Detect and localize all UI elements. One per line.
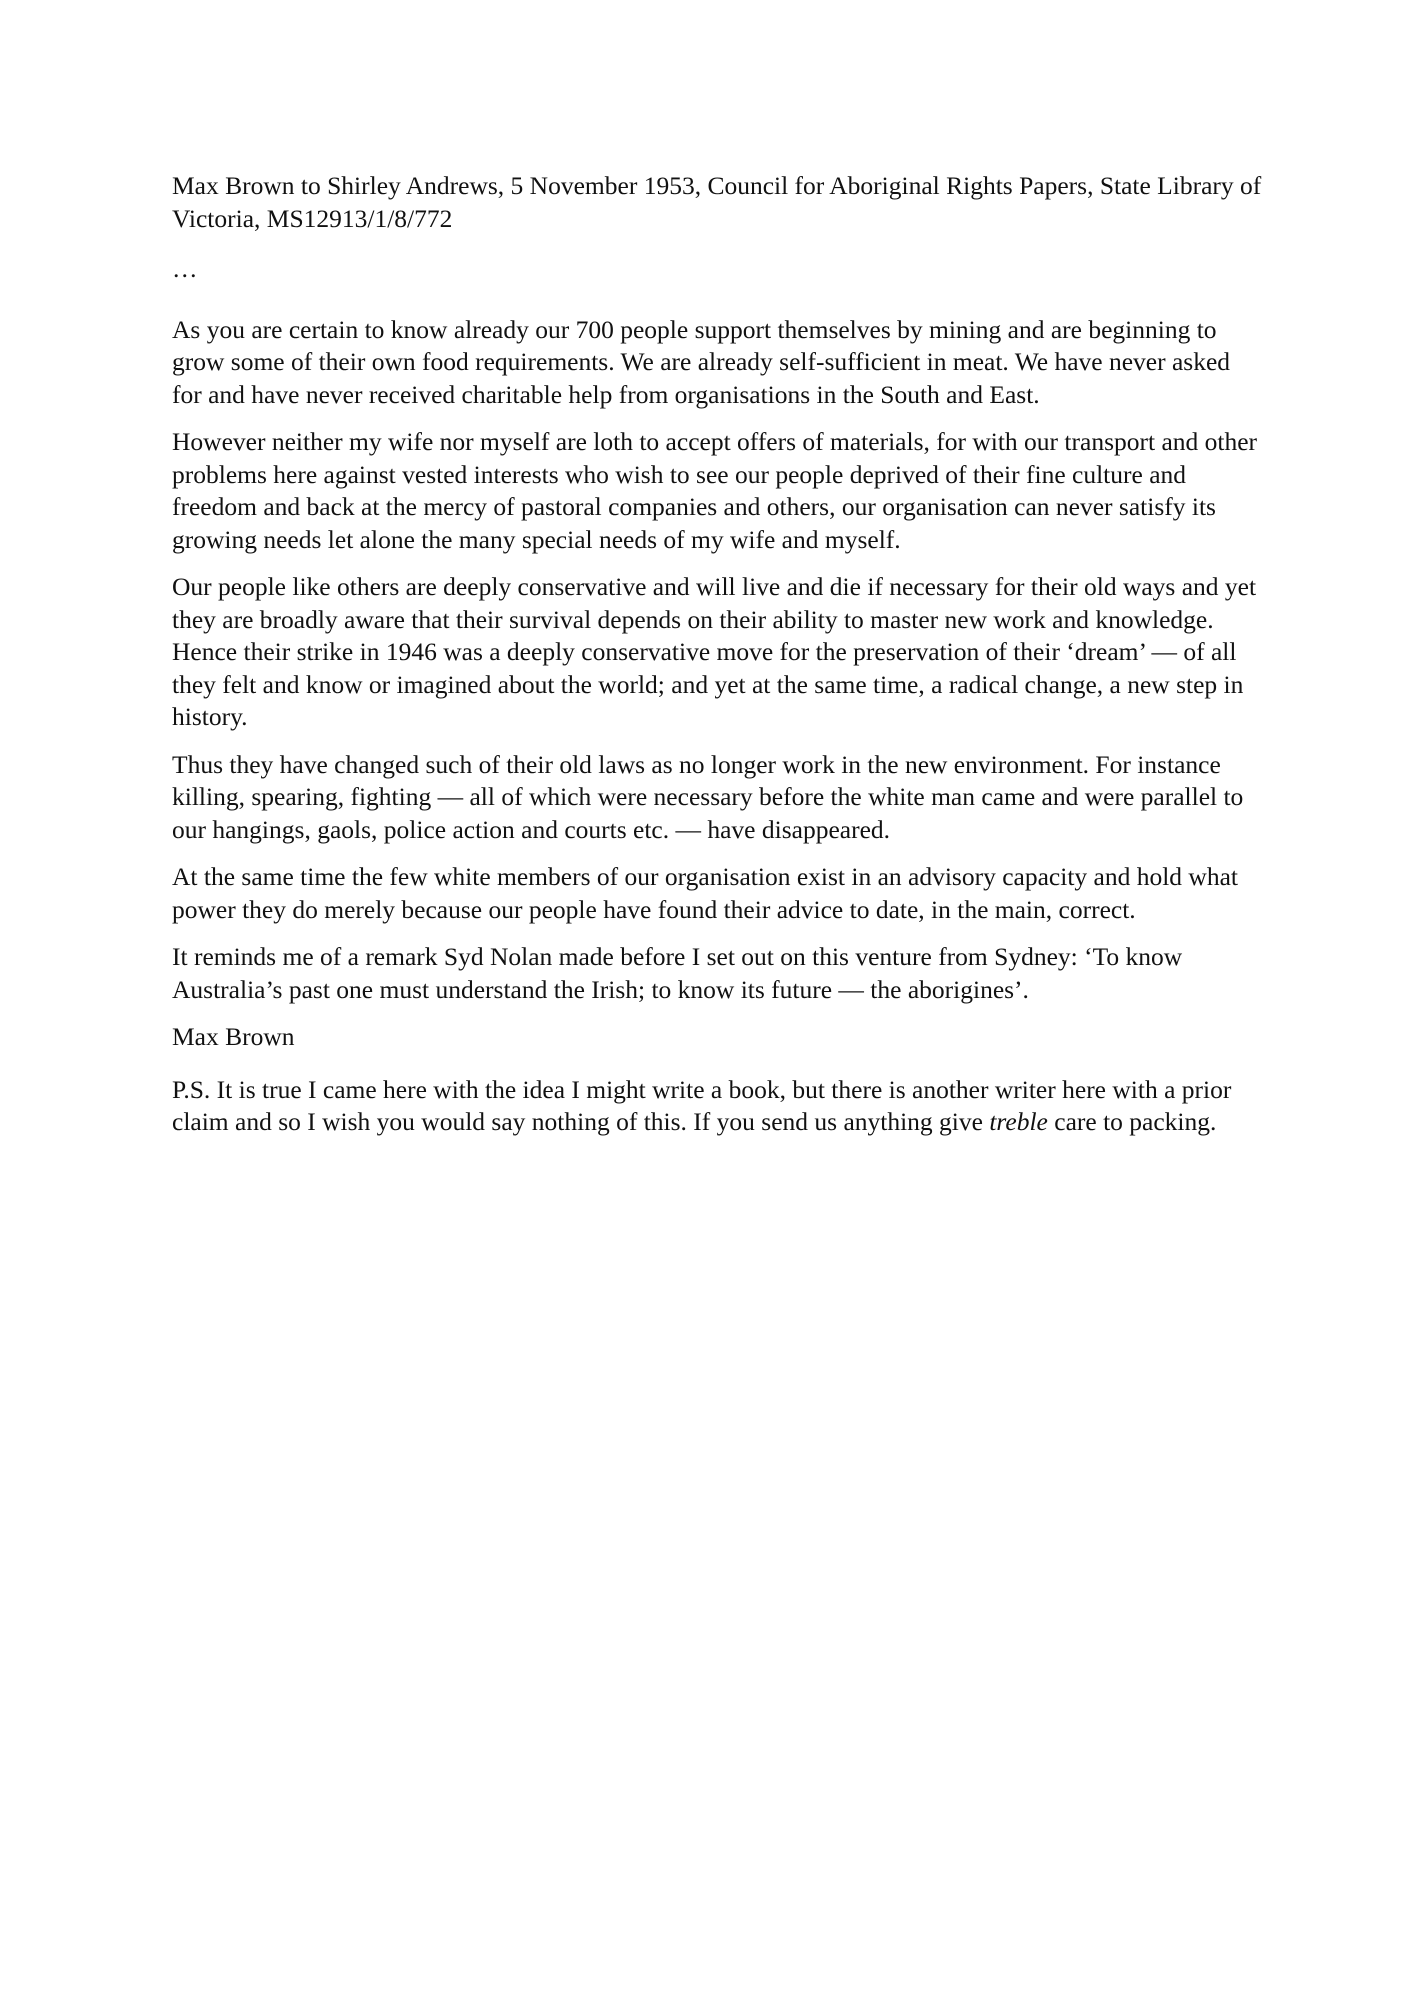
postscript-text-start: P.S. It is true I came here with the idea I might write a book, but there is another writer here with a prior claim and so I wish you would say nothing of this. If you send us anything give xyxy=(172,1074,1232,1136)
postscript-text-end: care to packing. xyxy=(1047,1107,1217,1136)
paragraph-2: However neither my wife nor myself are loth to accept offers of materials, for with our transport and other problems here against vested interests who wish to see our people deprived of their fine culture and freedom and back at the mercy of pastoral companies and others, our organisation can never satisfy its growing needs let alone the many special needs of my wife and myself. xyxy=(172,427,1258,554)
document-citation: Max Brown to Shirley Andrews, 5 November 1953, Council for Aboriginal Rights Papers, State Library of Victoria, MS12913/1/8/772 xyxy=(172,171,1262,233)
letter-page xyxy=(172,170,1262,1154)
paragraph-6: It reminds me of a remark Syd Nolan made before I set out on this venture from Sydney: ‘To know Australia’s past one must understand the Irish; to know its future — the aborigines’. xyxy=(172,942,1183,1004)
postscript xyxy=(172,1074,1262,1139)
paragraph-1: As you are certain to know already our 700 people support themselves by mining and are beginning to grow some of their own food requirements. We are already self-sufficient in meat. We have never asked for and have never received charitable help from organisations in the South and East. xyxy=(172,314,1231,409)
paragraph-5: At the same time the few white members of our organisation exist in an advisory capacity and hold what power they do merely because our people have found their advice to date, in the main, correct. xyxy=(172,862,1238,924)
signature: Max Brown xyxy=(172,1022,295,1051)
paragraph-4: Thus they have changed such of their old laws as no longer work in the new environment. For instance killing, spearing, fighting — all of which were necessary before the white man came and were parallel to our hangings, gaols, police action and courts etc. — have disappeared. xyxy=(172,749,1244,844)
postscript-emphasis: treble xyxy=(989,1107,1048,1136)
paragraph-3: Our people like others are deeply conservative and will live and die if necessary for their old ways and yet they are broadly aware that their survival depends on their ability to master new work and knowledge. Hence their strike in 1946 was a deeply conservative move for the preservation of their ‘dream’ — of all they felt and know or imagined about the world; and yet at the same time, a radical change, a new step in history. xyxy=(172,572,1257,731)
ellipsis: … xyxy=(172,254,198,283)
